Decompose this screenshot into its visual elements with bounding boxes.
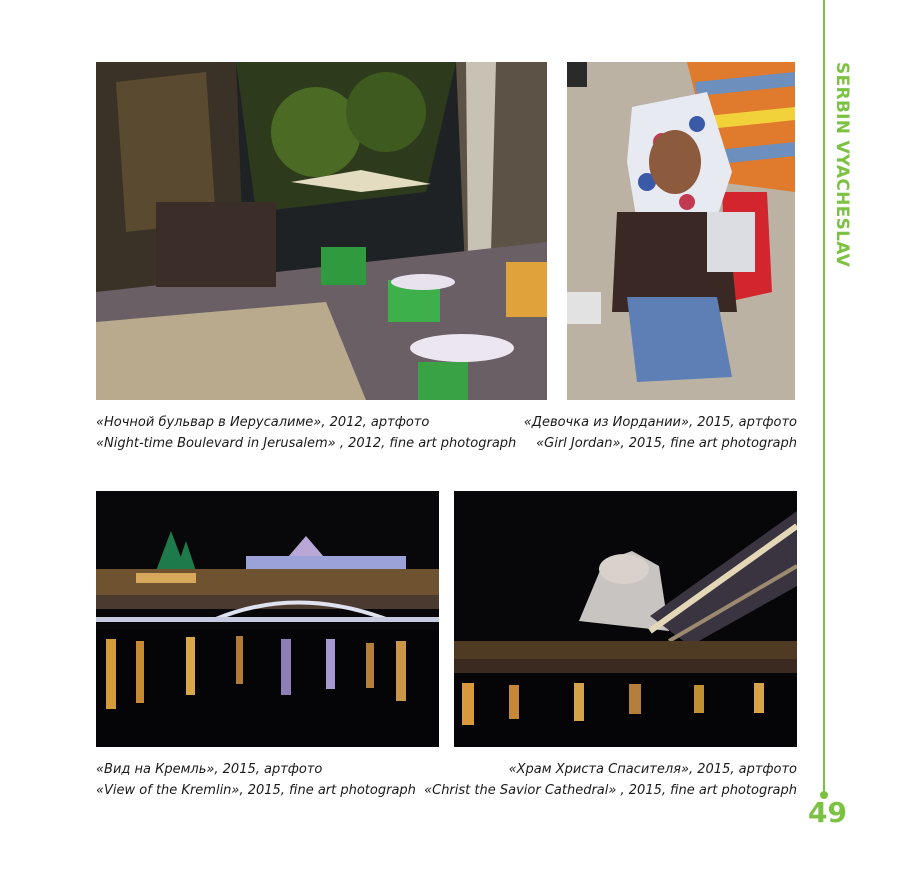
caption-night-boulevard bbox=[96, 412, 516, 454]
caption-en: «Girl Jordan», 2015, fine art photograph bbox=[536, 436, 797, 451]
caption-ru: «Девочка из Иордании», 2015, артфото bbox=[523, 415, 797, 430]
photo-night-boulevard bbox=[96, 62, 547, 400]
side-divider-line bbox=[823, 0, 825, 794]
caption-cathedral bbox=[424, 759, 797, 801]
author-name: SERBIN VYACHESLAV bbox=[832, 62, 852, 268]
caption-kremlin bbox=[96, 759, 416, 801]
page-number: 49 bbox=[808, 796, 847, 829]
photo-girl-jordan bbox=[567, 62, 795, 400]
caption-ru: «Вид на Кремль», 2015, артфото bbox=[96, 762, 323, 777]
caption-ru: «Храм Христа Спасителя», 2015, артфото bbox=[508, 762, 797, 777]
photo-cathedral bbox=[454, 491, 797, 747]
caption-en: «Christ the Savior Cathedral» , 2015, fine art photograph bbox=[424, 783, 797, 798]
photo-kremlin bbox=[96, 491, 439, 747]
caption-ru: «Ночной бульвар в Иерусалиме», 2012, артфото bbox=[96, 415, 430, 430]
caption-en: «View of the Kremlin», 2015, fine art photograph bbox=[96, 783, 416, 798]
caption-en: «Night-time Boulevard in Jerusalem» , 2012, fine art photograph bbox=[96, 436, 517, 451]
caption-girl-jordan bbox=[524, 412, 797, 454]
